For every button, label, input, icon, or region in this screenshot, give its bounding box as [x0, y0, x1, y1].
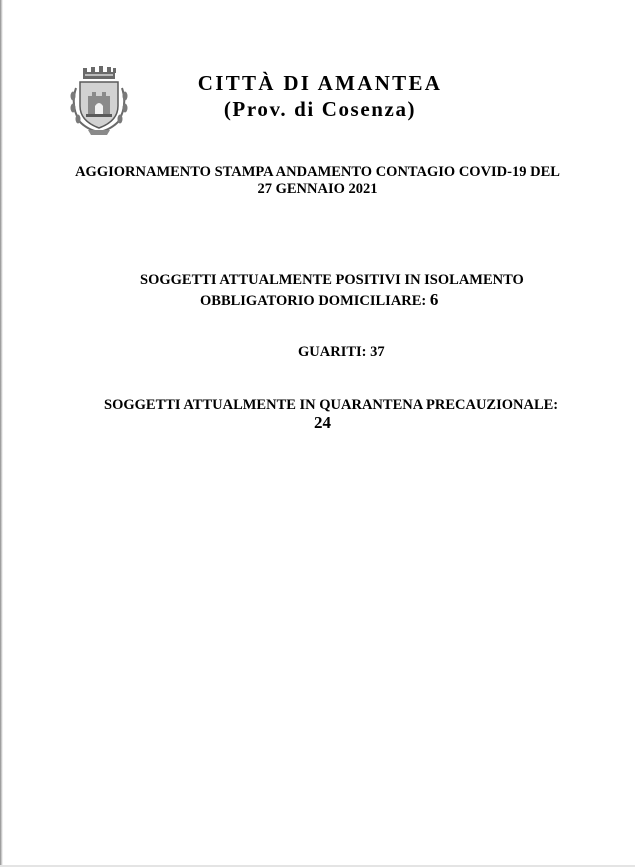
city-title: CITTÀ DI AMANTEA — [197, 71, 443, 95]
press-update-heading — [30, 164, 605, 198]
positive-isolation-label-line1: SOGGETTI ATTUALMENTE POSITIVI IN ISOLAMENTO — [140, 272, 524, 288]
page-edge-shadow — [0, 0, 3, 867]
recovered-stat — [298, 342, 385, 362]
press-update-date: 27 GENNAIO 2021 — [257, 181, 378, 197]
recovered-label: GUARITI: — [298, 344, 367, 360]
positive-isolation-label-line2 — [200, 290, 438, 311]
press-update-heading-line1: AGGIORNAMENTO STAMPA ANDAMENTO CONTAGIO COVID-19 DEL — [75, 164, 560, 180]
quarantine-stat — [104, 395, 594, 432]
coat-of-arms-emblem — [64, 66, 134, 136]
positive-isolation-value: 6 — [429, 290, 439, 309]
province-subtitle: (Prov. di Cosenza) — [223, 97, 417, 121]
recovered-value: 37 — [370, 344, 385, 360]
quarantine-label: SOGGETTI ATTUALMENTE IN QUARANTENA PRECAUZIONALE: — [104, 397, 559, 413]
quarantine-value: 24 — [314, 413, 331, 432]
positive-isolation-label: OBBLIGATORIO DOMICILIARE: — [200, 293, 427, 309]
